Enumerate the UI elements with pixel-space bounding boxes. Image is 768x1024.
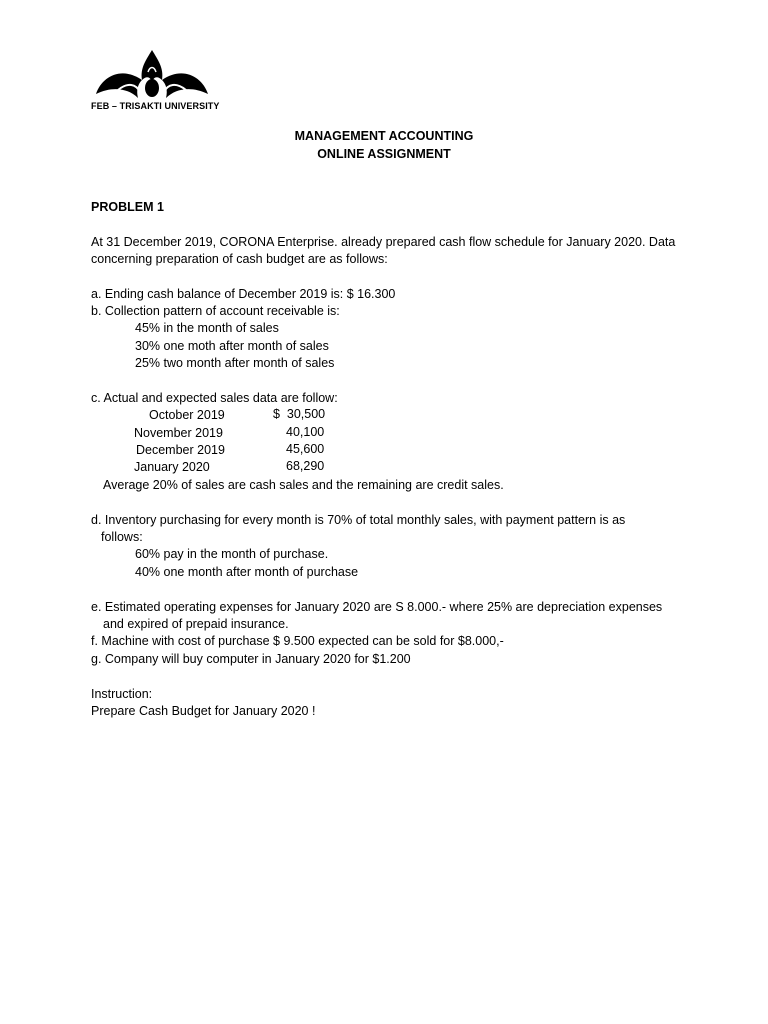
sales-amount-3: 45,600 bbox=[286, 442, 325, 456]
document-subtitle: ONLINE ASSIGNMENT bbox=[317, 147, 451, 161]
item-c: c. Actual and expected sales data are follow: bbox=[91, 391, 338, 405]
item-d-line-1: d. Inventory purchasing for every month is 70% of total monthly sales, with payment pattern is as bbox=[91, 513, 626, 527]
university-logo bbox=[92, 46, 212, 102]
sales-amount-4: 68,290 bbox=[286, 459, 325, 473]
document-title: MANAGEMENT ACCOUNTING bbox=[294, 129, 474, 143]
sales-month-2: November 2019 bbox=[134, 426, 223, 440]
collection-pattern-2: 30% one moth after month of sales bbox=[135, 339, 329, 353]
item-e-line-1: e. Estimated operating expenses for January 2020 are S 8.000.- where 25% are depreciation expenses bbox=[91, 600, 663, 614]
instruction-label: Instruction: bbox=[91, 687, 153, 701]
sales-month-1: October 2019 bbox=[149, 408, 225, 422]
item-d-line-2: follows: bbox=[101, 530, 143, 544]
item-e-line-2: and expired of prepaid insurance. bbox=[103, 617, 289, 631]
sales-amount-2: 40,100 bbox=[286, 425, 325, 439]
payment-pattern-2: 40% one month after month of purchase bbox=[135, 565, 359, 579]
university-name: FEB – TRISAKTI UNIVERSITY bbox=[91, 101, 220, 111]
item-a: a. Ending cash balance of December 2019 is: $ 16.300 bbox=[91, 287, 396, 301]
problem-heading: PROBLEM 1 bbox=[91, 200, 164, 214]
collection-pattern-1: 45% in the month of sales bbox=[135, 321, 279, 335]
payment-pattern-1: 60% pay in the month of purchase. bbox=[135, 547, 329, 561]
cash-sales-note: Average 20% of sales are cash sales and the remaining are credit sales. bbox=[103, 478, 504, 492]
item-f: f. Machine with cost of purchase $ 9.500 expected can be sold for $8.000,- bbox=[91, 634, 504, 648]
item-b: b. Collection pattern of account receivable is: bbox=[91, 304, 340, 318]
intro-line-1: At 31 December 2019, CORONA Enterprise. already prepared cash flow schedule for January 2020. Data bbox=[91, 235, 676, 249]
sales-month-4: January 2020 bbox=[134, 460, 210, 474]
intro-line-2: concerning preparation of cash budget are as follows: bbox=[91, 252, 388, 266]
sales-amount-1: $ 30,500 bbox=[273, 407, 326, 421]
instruction-text: Prepare Cash Budget for January 2020 ! bbox=[91, 704, 316, 718]
sales-month-3: December 2019 bbox=[136, 443, 225, 457]
item-g: g. Company will buy computer in January 2020 for $1.200 bbox=[91, 652, 411, 666]
collection-pattern-3: 25% two month after month of sales bbox=[135, 356, 335, 370]
